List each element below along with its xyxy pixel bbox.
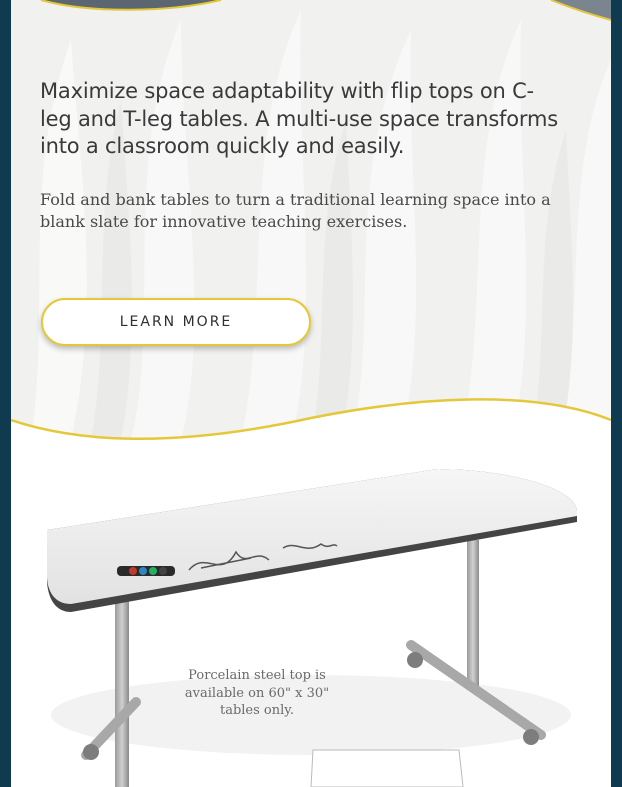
top-wave-divider [11, 0, 611, 24]
product-caption: Porcelain steel top is available on 60" x 30" tables only. [184, 668, 330, 718]
hero-body-text: Fold and bank tables to turn a traditional learning space into a blank slate for innovative teaching exercises. [40, 190, 551, 231]
hero-headline: Maximize space adaptability with flip tops on C-leg and T-leg tables. A multi-use space transforms into a classroom quickly and easily. [40, 79, 558, 158]
whiteboard-table-icon [11, 440, 611, 787]
hero-section [11, 0, 611, 440]
email-frame [11, 0, 611, 787]
learn-more-button[interactable]: LEARN MORE [41, 298, 311, 346]
